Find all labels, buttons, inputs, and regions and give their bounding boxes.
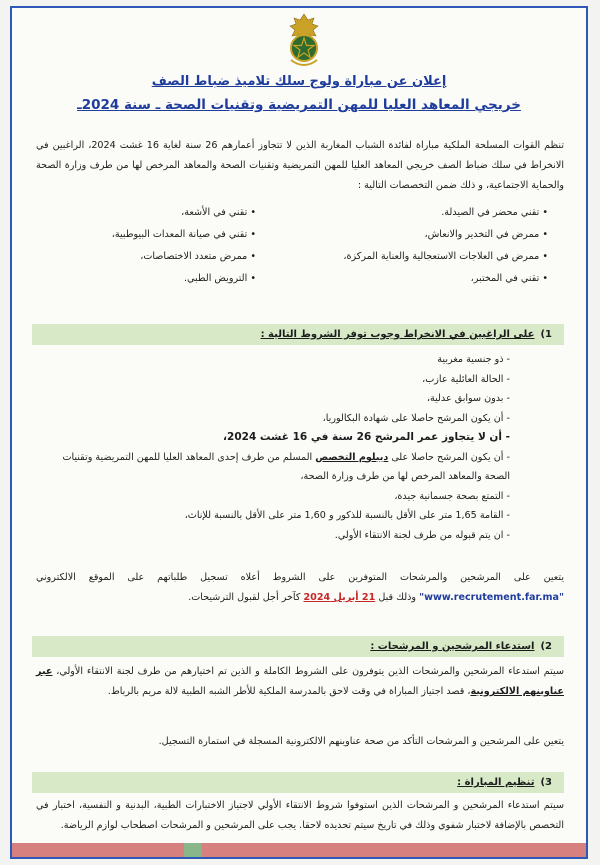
specialty-item: • ممرض في التخدير والانعاش،	[343, 224, 548, 246]
specialty-item: • ممرض في العلاجات الاستعجالية والعناية المركزة،	[343, 246, 548, 268]
specialty-item: • تقني في صيانة المعدات البيوطبية،	[112, 224, 256, 246]
section-number: 3)	[540, 777, 552, 788]
convocation-paragraph: سيتم استدعاء المرشحين والمرشحات الذين يتوفرون على الشروط الكاملة و الذين تم اختيارهم من طرف لجنة الانتقاء الأولي، عبر عناوينهم الالكترونية، قصد اجتياز المباراة في وقت لاحق بالمدرسة الملكية للأطر الشبه الطبية لالة مريم بالرباط.	[36, 666, 564, 697]
specialties-list-left	[112, 202, 256, 290]
section-1-header	[32, 324, 564, 345]
conditions-list	[52, 350, 510, 545]
section-title: تنظيم المباراة :	[457, 777, 535, 788]
section-number: 1)	[540, 329, 552, 340]
exam-organization-paragraph: سيتم استدعاء المرشحين و المرشحات الذين استوفوا شروط الانتقاء الأولي لاجتياز الاختبارات الطبية، البدنية و النفسية، اختبار في التخصص بالإضافة لاختبار شفوي وذلك في تاريخ سيتم تحديده لاحقا. يجب على المرشحين و المرشحات اصطحاب لوازم الرياضة.	[36, 800, 564, 831]
section-2-header	[32, 636, 564, 657]
royal-armed-forces-emblem-icon	[282, 12, 326, 70]
email-note: يتعين على المرشحين و المرشحات التأكد من صحة عناوينهم الالكترونية المسجلة في استمارة التسجيل.	[158, 736, 564, 747]
recruitment-website-link[interactable]: "www.recrutement.far.ma"	[419, 592, 564, 603]
condition-item: - ان يتم قبوله من طرف لجنة الانتقاء الأولي.	[52, 526, 510, 546]
section-title: على الراغبين في الانخراط وجوب توفر الشروط التالية :	[260, 329, 535, 340]
specialty-item: • تقني في الأشعة،	[112, 202, 256, 224]
intro-paragraph: تنظم القوات المسلحة الملكية مباراة لفائدة الشباب المغاربة الذين لا تتجاوز أعمارهم 26 سنة لغاية 16 غشت 2024، الراغبين في الانخراط في سلك ضباط الصف خريجي المعاهد العليا للمهن التمريضية وتقنيات الصحة والمعاهد المرخص لها من طرف وزارة الصحة والحماية الاجتماعية، و ذلك ضمن التخصصات التالية :	[36, 140, 564, 191]
section-3-header	[32, 772, 564, 793]
specialty-item: • ممرض متعدد الاختصاصات،	[112, 246, 256, 268]
specialties-list-right	[343, 202, 548, 290]
section-number: 2)	[540, 641, 552, 652]
condition-item: - القامة 1,65 متر على الأقل بالنسبة للذكور و 1,60 متر على الأقل بالنسبة للإناث،	[52, 506, 510, 526]
specialty-item: • الترويض الطبي.	[112, 268, 256, 290]
condition-item: - ذو جنسية مغربية	[52, 350, 510, 370]
specialty-item: • تقني محضر في الصيدلة.	[343, 202, 548, 224]
deadline-date: 21 أبريل 2024	[303, 592, 376, 603]
email-emphasis: عبر عناوينهم الالكترونية	[36, 666, 564, 697]
specialty-item: • تقني في المختبر،	[343, 268, 548, 290]
condition-item: - الحالة العائلية عازب،	[52, 370, 510, 390]
section-title: استدعاء المرشحين و المرشحات :	[370, 641, 535, 652]
condition-item: - أن يكون المرشح حاصلا على شهادة البكالوريا،	[52, 409, 510, 429]
announcement-subtitle: خريجي المعاهد العليا للمهن التمريضية وتقنيات الصحة ـ سنة 2024ـ	[77, 97, 521, 113]
announcement-title: إعلان عن مباراة ولوج سلك تلاميذ ضباط الصف	[151, 74, 447, 89]
decorative-flag-strip	[12, 843, 586, 857]
announcement-page	[10, 6, 588, 859]
condition-item: - بدون سوابق عدلية،	[52, 389, 510, 409]
registration-paragraph: يتعين على المرشحين والمرشحات المتوفرين على الشروط أعلاه تسجيل طلباتهم على الموقع الالكتروني "www.recrutement.far.ma" وذلك قبل 21 أبريل 2024 كآخر أجل لقبول الترشيحات.	[36, 572, 564, 603]
diploma-emphasis: ديبلوم التخصص	[315, 451, 389, 463]
condition-item-age: - أن لا يتجاوز عمر المرشح 26 سنة في 16 غشت 2024،	[52, 428, 510, 448]
condition-item: - التمتع بصحة جسمانية جيدة،	[52, 487, 510, 507]
condition-item-diploma: - أن يكون المرشح حاصلا على ديبلوم التخصص المسلم من طرف إحدى المعاهد العليا للمهن التمريضية وتقنيات الصحة والمعاهد المرخص لها من طرف وزارة الصحة،	[52, 448, 510, 487]
